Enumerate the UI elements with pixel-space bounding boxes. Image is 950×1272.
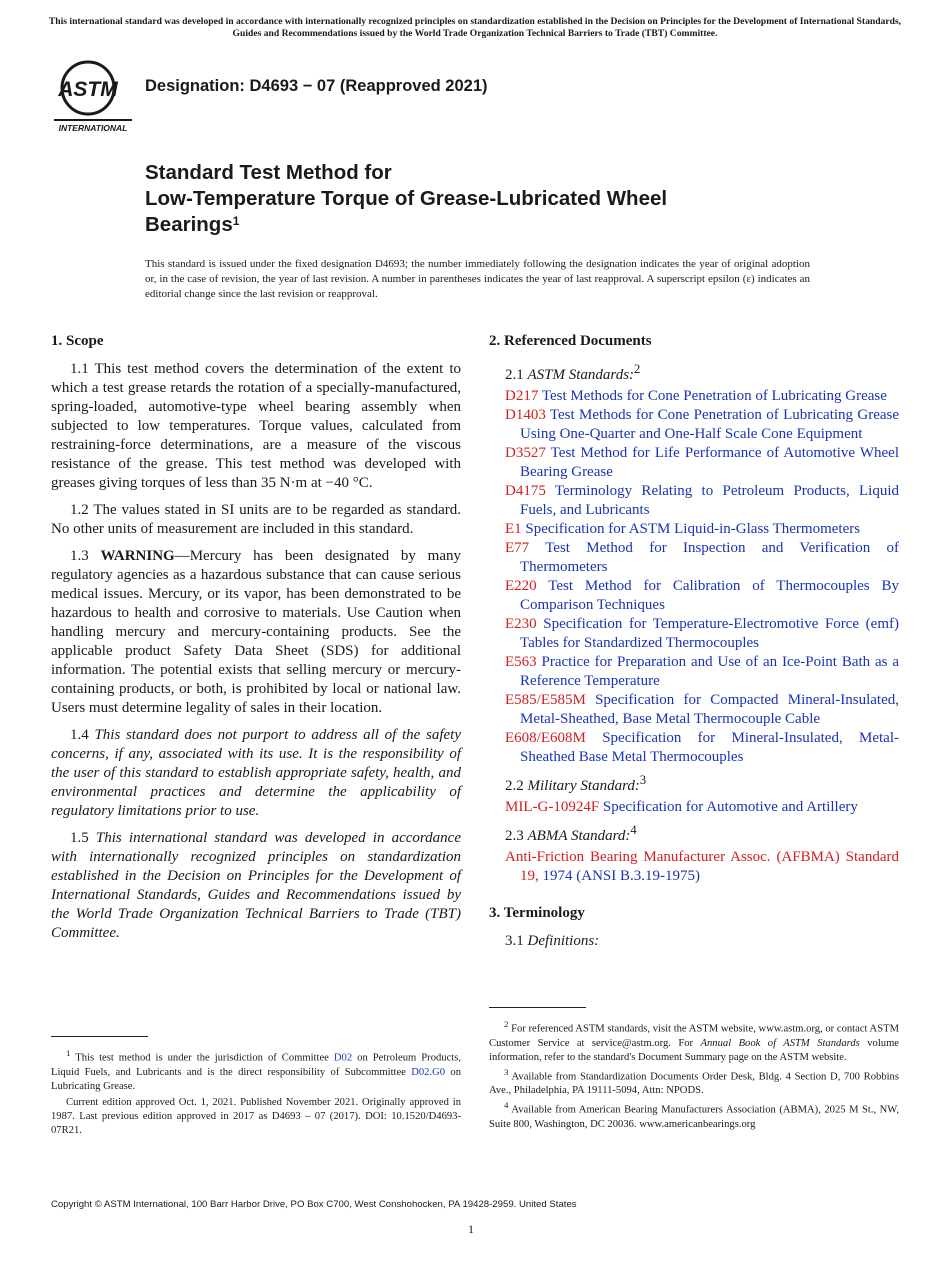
reference-title[interactable]: Specification for Mineral-Insulated, Metal-Sheathed Base Metal Thermocouples (520, 730, 900, 765)
reference-code[interactable]: E1 (505, 521, 522, 537)
title-footnote-ref: 1 (232, 214, 240, 228)
reference-code[interactable]: D1403 (505, 407, 546, 423)
reference-code[interactable]: E585/E585M (505, 692, 586, 708)
logo-text: ASTM (58, 78, 118, 101)
military-standard-subheading: 2.2 Military Standard:$^3$ (505, 773, 647, 794)
reference-title[interactable]: Test Method for Life Performance of Automotive Wheel Bearing Grease (520, 445, 899, 480)
scope-heading: 1. Scope (51, 333, 104, 349)
astm-reference-item[interactable] (505, 615, 899, 653)
astm-logo (52, 58, 134, 134)
footnotes-right (489, 1017, 899, 1132)
reference-title[interactable]: Test Methods for Cone Penetration of Lubricating Grease (541, 388, 887, 404)
reference-title[interactable]: Specification for ASTM Liquid-in-Glass Thermometers (525, 521, 861, 537)
terminology-heading: 3. Terminology (489, 905, 585, 921)
reference-code[interactable]: D217 (505, 388, 539, 404)
scope-para-1.3: 1.3 WARNING—Mercury has been designated by many regulatory agencies as a hazardous substance that can cause serious medical issues. Mercury, or its vapor, has been demonstrated to be hazardous to health and corrosive to materials. Use Caution when handling mercury and mercury-containing products. See the applicable product Safety Data Sheet (SDS) for additional information. The potential exists that selling mercury or mercury-containing products, or both, is prohibited by local or national law. Users must determine legality of sales in their location. (51, 548, 461, 716)
astm-reference-item[interactable] (505, 691, 899, 729)
reference-title[interactable]: Test Method for Inspection and Verification of Thermometers (520, 540, 899, 575)
reference-title[interactable]: Test Methods for Cone Penetration of Lubricating Grease Using One-Quarter and One-Half Scale Cone Equipment (520, 407, 900, 442)
issuance-note: This standard is issued under the fixed designation D4693; the number immediately following the designation indicates the year of original adoption or, in the case of revision, the year of last revision. A number in parentheses indicates the year of last reapproval. A superscript epsilon (ε) indicates an editorial change since the last revision or reapproval. (145, 258, 810, 300)
footnotes-left (51, 1046, 461, 1138)
designation: Designation: D4693 − 07 (Reapproved 2021) (145, 77, 488, 95)
astm-reference-item[interactable] (505, 539, 899, 577)
subcommittee-d02g0-link[interactable]: D02.G0 (411, 1066, 446, 1078)
top-notice: This international standard was developed in accordance with internationally recognized principles on standardization established in the Decision on Principles for the Development of International Standards, Guides and Recommendations issued by the World Trade Organization Technical Barriers to Trade (TBT) Committee. (48, 16, 902, 39)
astm-reference-item[interactable] (505, 520, 899, 539)
astm-reference-list (489, 387, 899, 767)
astm-reference-item[interactable] (505, 482, 899, 520)
astm-reference-item[interactable] (505, 406, 899, 444)
copyright-notice: Copyright © ASTM International, 100 Barr Harbor Drive, PO Box C700, West Conshohocken, PA 19428-2959. United States (51, 1199, 577, 1210)
astm-reference-item[interactable] (505, 729, 899, 767)
reference-title[interactable]: Test Method for Calibration of Thermocouples By Comparison Techniques (520, 578, 899, 613)
reference-title[interactable]: Specification for Compacted Mineral-Insulated, Metal-Sheathed, Base Metal Thermocouple Cable (520, 692, 899, 727)
reference-code[interactable]: E77 (505, 540, 530, 556)
reference-code[interactable]: E608/E608M (505, 730, 586, 746)
footnote-4: $^4$ Available from American Bearing Manufacturers Association (ABMA), 2025 M St., NW, Suite 800, Washington, DC 20036. www.americanbearings.org (489, 1100, 899, 1130)
reference-code[interactable]: E563 (505, 654, 537, 670)
reference-title[interactable]: Specification for Temperature-Electromotive Force (emf) Tables for Standardized Thermocouples (520, 616, 899, 651)
footnote-1-edition: Current edition approved Oct. 1, 2021. Published November 2021. Originally approved in 1987. Last previous edition approved in 2017 as D4693 – 07 (2017). DOI: 10.1520/D4693-07R21. (51, 1096, 461, 1136)
footnote-1: $^1$ This test method is under the jurisdiction of Committee D02 on Petroleum Products, Liquid Fuels, and Lubricants and is the direct responsibility of Subcommittee D02.G0 on Lubricating Grease. (51, 1048, 462, 1092)
title-line-2: Low-Temperature Torque of Grease-Lubricated Wheel (145, 187, 668, 210)
reference-code[interactable]: D4175 (505, 483, 546, 499)
scope-para-1.4: 1.4 This standard does not purport to address all of the safety concerns, if any, associated with its use. It is the responsibility of the user of this standard to establish appropriate safety, health, and environmental practices and determine the applicability of regulatory limitations prior to use. (51, 727, 462, 819)
military-reference[interactable]: MIL-G-10924F Specification for Automotive and Artillery (505, 799, 858, 815)
title-line-3: Bearings$^1$ (145, 213, 240, 236)
referenced-documents-heading: 2. Referenced Documents (489, 333, 652, 349)
footnote-rule-left (51, 1036, 148, 1037)
logo-subtext: INTERNATIONAL (58, 123, 128, 133)
footnote-rule-right (489, 1007, 586, 1008)
footnote-2: $^2$ For referenced ASTM standards, visit the ASTM website, www.astm.org, or contact ASTM Customer Service at service@astm.org. For Annual Book of ASTM Standards volume information, refer to the standard's Document Summary page on the ASTM website. (489, 1019, 900, 1063)
left-column (51, 332, 461, 951)
definitions-subheading: 3.1 Definitions: (505, 933, 600, 949)
committee-d02-link[interactable]: D02 (333, 1052, 353, 1064)
astm-reference-item[interactable] (505, 653, 899, 691)
scope-para-1.2: 1.2 The values stated in SI units are to be regarded as standard. No other units of measurement are included in this standard. (51, 502, 462, 537)
reference-code[interactable]: D3527 (505, 445, 546, 461)
right-column (489, 332, 899, 953)
astm-reference-item[interactable] (505, 444, 899, 482)
abma-reference[interactable]: Anti-Friction Bearing Manufacturer Assoc. (AFBMA) Standard 19, 1974 (ANSI B.3.19-1975) (505, 849, 899, 884)
reference-title[interactable]: Practice for Preparation and Use of an Ice-Point Bath as a Reference Temperature (520, 654, 899, 689)
astm-standards-subheading: 2.1 ASTM Standards:$^2$ (505, 362, 641, 383)
scope-para-1.1: 1.1 This test method covers the determination of the extent to which a test grease retards the rotation of a specially-manufactured, spring-loaded, automotive-type wheel bearing assembly when subjected to low temperatures. Torque values, calculated from restraining-force determinations, are a measure of the viscous resistance of the grease. This test method was developed with greases giving torques of less than 35 N·m at −40 °C. (51, 361, 461, 491)
scope-para-1.5: 1.5 This international standard was developed in accordance with internationally recognized principles on standardization established in the Decision on Principles for the Development of International Standards, Guides and Recommendations issued by the World Trade Organization Technical Barriers to Trade (TBT) Committee. (51, 830, 462, 941)
astm-reference-item[interactable] (505, 387, 899, 406)
document-title (145, 160, 667, 238)
page-number: 1 (468, 1222, 474, 1236)
astm-reference-item[interactable] (505, 577, 899, 615)
abma-standard-subheading: 2.3 ABMA Standard:$^4$ (505, 823, 637, 844)
reference-code[interactable]: E230 (505, 616, 537, 632)
reference-code[interactable]: E220 (505, 578, 537, 594)
footnote-3: $^3$ Available from Standardization Documents Order Desk, Bldg. 4 Section D, 700 Robbins Ave., Philadelphia, PA 19111-5094, Attn: NPODS. (489, 1066, 899, 1097)
reference-title[interactable]: Terminology Relating to Petroleum Products, Liquid Fuels, and Lubricants (520, 483, 899, 518)
title-line-1: Standard Test Method for (145, 161, 392, 184)
astm-logo-icon (52, 58, 134, 134)
warning-label: WARNING (100, 548, 175, 564)
